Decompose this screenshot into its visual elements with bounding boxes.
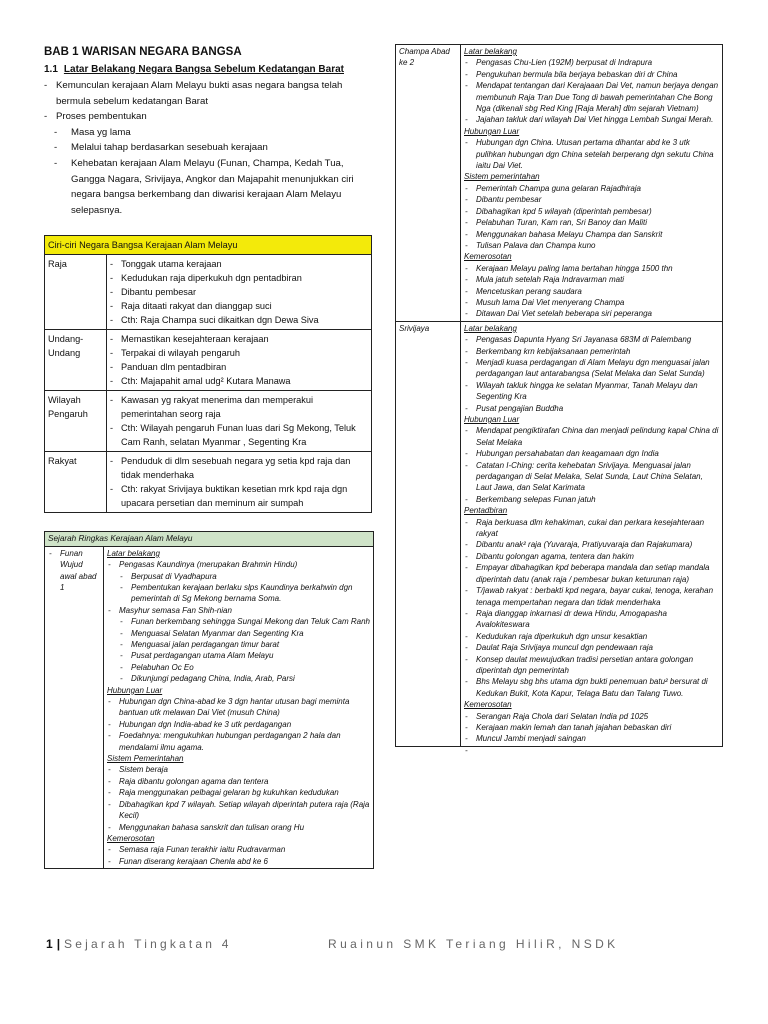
list-item: - Menjadi kuasa perdagangan di Alam Melayu dgn menguasai jalan perdagangan laut antarabangsa (Selat Melaka dan Selat Sunda): [464, 357, 719, 380]
sejarah-table-header: Sejarah Ringkas Kerajaan Alam Melayu: [45, 532, 374, 546]
row-content: [107, 452, 372, 513]
list-item: - Dibahagikan kpd 7 wilayah. Setiap wilayah diperintah putera raja (Raja Kecil): [107, 799, 370, 822]
list-item: - Dibahagikan kpd 5 wilayah (diperintah pembesar): [464, 206, 719, 217]
footer-left-text: Sejarah Tingkatan 4: [64, 937, 232, 951]
table-row: [45, 255, 372, 330]
list-item: - Dikunjungi pedagang China, India, Arab, Parsi: [107, 673, 370, 684]
list-item: - Pusat pengajian Buddha: [464, 403, 719, 414]
list-item: - T/jawab rakyat : berbakti kpd negara, bayar cukai, tenoga, kerahan tenaga mempertahan negara dan tidak menderhaka: [464, 585, 719, 608]
list-item: - Cth: Raja Champa suci dikaitkan dgn Dewa Siva: [110, 313, 368, 327]
list-item: - Hubungan persahabatan dan keagamaan dgn India: [464, 448, 719, 459]
list-item: - Dibantu pembesar: [464, 194, 719, 205]
list-item: - Terpakai di wilayah pengaruh: [110, 346, 368, 360]
list-item: - Berpusat di Vyadhapura: [107, 571, 370, 582]
list-item: - Raja ditaati rakyat dan dianggap suci: [110, 299, 368, 313]
subsection-label: Latar Belakang Negara Bangsa Sebelum Kedatangan Barat: [63, 64, 344, 75]
list-item: - Funan diserang kerajaan Chenla abd ke 6: [107, 856, 370, 867]
kerajaan-table: [395, 44, 723, 747]
list-item: - Pengukuhan bermula bila berjaya bebaskan diri dr China: [464, 69, 719, 80]
list-item: - Tulisan Palava dan Champa kuno: [464, 240, 719, 251]
section-heading: Hubungan Luar: [464, 415, 520, 424]
list-item: - Penduduk di dlm sesebuah negara yg setia kpd raja dan tidak menderhaka: [110, 454, 368, 482]
list-item: - Konsep daulat mewujudkan tradisi persetian antara golongan diperintah dgn pemerintah: [464, 654, 719, 677]
table-row: [45, 391, 372, 452]
section-heading: Hubungan Luar: [464, 126, 520, 136]
subsection-number: 1.1: [44, 64, 58, 75]
list-item: - Raja menggunakan pelbagai gelaran bg kukuhkan kedudukan: [107, 787, 370, 798]
list-item: - Semasa raja Funan terakhir iaitu Rudravarman: [107, 844, 370, 855]
list-item: - Foedahnya: mengukuhkan hubungan perdagangan 2 hala dan mendalami ilmu agama.: [107, 730, 370, 753]
section-heading: Latar belakang: [464, 323, 517, 333]
row-key: Raja: [45, 255, 107, 330]
list-item: - Ditawan Dai Viet setelah beberapa siri peperanga: [464, 308, 719, 319]
list-item: - Cth: Wilayah pengaruh Funan luas dari Sg Mekong, Teluk Cam Ranh, selatan Myanmar , Segenting Kra: [110, 421, 368, 449]
list-item: - Pelabuhan Turan, Kam ran, Sri Banoy dan Maliti: [464, 217, 719, 228]
list-item: - Masa yg lama: [44, 125, 374, 141]
list-item: - Pengasas Kaundinya (merupakan Brahmin Hindu): [107, 559, 370, 570]
list-item: - Pemerintah Champa guna gelaran Rajadhiraja: [464, 183, 719, 194]
list-item: - Berkembang selepas Funan jatuh: [464, 494, 719, 505]
list-item: - Mula jatuh setelah Raja Indravarman mati: [464, 274, 719, 285]
page-number: 1: [46, 937, 53, 951]
section-heading: Sistem Pemerintahan: [107, 754, 184, 764]
right-column: [395, 44, 723, 747]
list-item: - Hubungan dgn China-abad ke 3 dgn hantar utusan bagi meminta bantuan utk melawan Dai Viet (musuh China): [107, 696, 370, 719]
list-item: - Pengasas Chu-Lien (192M) berpusat di Indrapura: [464, 57, 719, 68]
subsection-heading: [44, 64, 374, 75]
list-item: - Muncul Jambi menjadi saingan: [464, 733, 719, 744]
list-item: - Menguasai jalan perdagangan timur barat: [107, 639, 370, 650]
section-heading: Hubungan Luar: [107, 685, 163, 695]
section-heading: Kemerosotan: [107, 833, 155, 843]
list-item: - Sistem beraja: [107, 764, 370, 775]
list-item: - Jajahan takluk dari wilayah Dai Viet hingga Lembah Sungai Merah.: [464, 114, 719, 125]
table-row: [45, 330, 372, 391]
list-item: - Kawasan yg rakyat menerima dan memperakui pemerintahan seorg raja: [110, 393, 368, 421]
row-content: [107, 391, 372, 452]
list-item: - Menggunakan bahasa Melayu Champa dan Sanskrit: [464, 229, 719, 240]
row-key-label: - Funan Wujud awal abad 1: [48, 548, 100, 594]
section-heading: Latar belakang: [107, 548, 160, 558]
list-item: - Kedudukan raja diperkukuh dgn pentadbiran: [110, 271, 368, 285]
list-item: - Mencetuskan perang saudara: [464, 286, 719, 297]
list-item: - Hubungan dgn India-abad ke 3 utk perdagangan: [107, 719, 370, 730]
intro-list: [44, 78, 374, 218]
ciri-table-header: Ciri-ciri Negara Bangsa Kerajaan Alam Melayu: [45, 236, 372, 255]
list-item: - Funan berkembang sehingga Sungai Mekong dan Teluk Cam Ranh: [107, 616, 370, 627]
page-footer: [46, 937, 726, 951]
table-row: [45, 452, 372, 513]
section-heading: Kemerosotan: [464, 252, 512, 262]
row-content-champa: [461, 45, 723, 322]
row-key: Undang-Undang: [45, 330, 107, 391]
row-key-srivijaya: Srivijaya: [396, 321, 461, 746]
list-item: - Pembentukan kerajaan berlaku slps Kaundinya berkahwin dgn pemerintah di Sg Mekong bernama Soma.: [107, 582, 370, 605]
row-key: Wilayah Pengaruh: [45, 391, 107, 452]
list-item: - Hubungan dgn China. Utusan pertama dihantar abd ke 3 utk pulihkan hubungan dgn China setelah berperang dgn sekutu China iaitu Dai Viet.: [464, 137, 719, 171]
list-item: - Tonggak utama kerajaan: [110, 257, 368, 271]
list-item: - Kedudukan raja diperkukuh dgn unsur kesaktian: [464, 631, 719, 642]
list-item: - Proses pembentukan: [44, 109, 374, 125]
row-key-champa: Champa Abad ke 2: [396, 45, 461, 322]
list-item: - Pusat perdagangan utama Alam Melayu: [107, 650, 370, 661]
list-item: - Kerajaan Melayu paling lama bertahan hingga 1500 thn: [464, 263, 719, 274]
list-item: - Catatan I-Ching: cerita kehebatan Srivijaya. Menguasai jalan perdagangan di Selat Melaka, Selat Sunda, Laut China Selatan, Laut Jawa, dan Selat Karimata: [464, 460, 719, 494]
list-item: - Daulat Raja Srivijaya muncul dgn pendewaan raja: [464, 642, 719, 653]
sejarah-table: [44, 531, 374, 869]
table-row: [45, 546, 374, 868]
list-item: - Raja dianggap inkarnasi dr dewa Hindu, Amogapasha Avalokiteswara: [464, 608, 719, 631]
footer-divider: |: [56, 937, 61, 951]
section-heading: Latar belakang: [464, 47, 517, 56]
ciri-table: [44, 235, 372, 513]
list-item: - Masyhur semasa Fan Shih-nian: [107, 605, 370, 616]
list-item: - Pengasas Dapunta Hyang Sri Jayanasa 683M di Palembang: [464, 334, 719, 345]
row-key: Rakyat: [45, 452, 107, 513]
list-item: - Menggunakan bahasa sanskrit dan tulisan orang Hu: [107, 822, 370, 833]
section-heading: Pentadbiran: [464, 506, 508, 516]
list-item: - Kehebatan kerajaan Alam Melayu (Funan, Champa, Kedah Tua, Gangga Nagara, Srivijaya, Angkor dan Majapahit menunjukkan ciri negara bangsa berkembang dan diwarisi kerajaan Alam Melayu selepasnya.: [44, 156, 374, 218]
list-item: - Melalui tahap berdasarkan sesebuah kerajaan: [44, 140, 374, 156]
list-item: - Dibantu anak² raja (Yuvaraja, Pratiyuvaraja dan Rajakumara): [464, 539, 719, 550]
row-content-funan: [104, 546, 374, 868]
list-item: - Kemunculan kerajaan Alam Melayu bukti asas negara bangsa telah bermula sebelum kedatangan Barat: [44, 78, 374, 109]
list-item: - Mendapat tentangan dari Kerajaaan Dai Vet, namun berjaya dengan membunuh Raja Tran Due Tong di bawah pemerintahan Che Bong Nga (dikenali sbg Red King [Raja Merah] dlm sejarah Vietnam): [464, 80, 719, 114]
list-item: - Serangan Raja Chola dari Selatan India pd 1025: [464, 711, 719, 722]
list-item: - Cth: Majapahit amal udg² Kutara Manawa: [110, 374, 368, 388]
section-heading: Sistem pemerintahan: [464, 172, 540, 182]
list-item: - Panduan dlm pentadbiran: [110, 360, 368, 374]
list-item: - Raja berkuasa dlm kehakiman, cukai dan perkara kesejahteraan rakyat: [464, 517, 719, 540]
list-item: - Bhs Melayu sbg bhs utama dgn bukti penemuan batu² bersurat di Kedukan Bukit, Kota Kapur, Telaga Batu dan Talang Tuwo.: [464, 676, 719, 699]
table-row: [396, 321, 723, 746]
list-item: - Raja dibantu golongan agama dan tentera: [107, 776, 370, 787]
list-item: - Memastikan kesejahteraan kerajaan: [110, 332, 368, 346]
section-heading: Kemerosotan: [464, 700, 512, 710]
list-item: - Cth: rakyat Srivijaya buktikan kesetian mrk kpd raja dgn upacara persetian dan meminum air sumpah: [110, 482, 368, 510]
list-item: - Pelabuhan Oc Eo: [107, 662, 370, 673]
table-row: [396, 45, 723, 322]
list-item: - Berkembang krn kebijaksanaan pemerintah: [464, 346, 719, 357]
footer-right-text: Ruainun SMK Teriang HiliR, NSDK: [328, 937, 619, 951]
row-content-srivijaya: [461, 321, 723, 746]
list-item: - Dibantu golongan agama, tentera dan hakim: [464, 551, 719, 562]
row-key-funan: [45, 546, 104, 868]
list-item: - Dibantu pembesar: [110, 285, 368, 299]
list-item: - Kerajaan makin lemah dan tanah jajahan bebaskan diri: [464, 722, 719, 733]
left-column: [44, 46, 374, 869]
list-item: - Menguasai Selatan Myanmar dan Segenting Kra: [107, 628, 370, 639]
list-item: - Mendapat pengiktirafan China dan menjadi pelindung kapal China di Selat Melaka: [464, 425, 719, 448]
list-item: - Empayar dibahagikan kpd beberapa mandala dan setiap mandala diperintah datu (anak raja / pembesar bukan keturunan raja): [464, 562, 719, 585]
row-content: [107, 255, 372, 330]
list-item: - Musuh lama Dai Viet menyerang Champa: [464, 297, 719, 308]
chapter-title: BAB 1 WARISAN NEGARA BANGSA: [44, 46, 242, 58]
row-content: [107, 330, 372, 391]
list-item: - Wilayah takluk hingga ke selatan Myanmar, Tanah Melayu dan Segenting Kra: [464, 380, 719, 403]
